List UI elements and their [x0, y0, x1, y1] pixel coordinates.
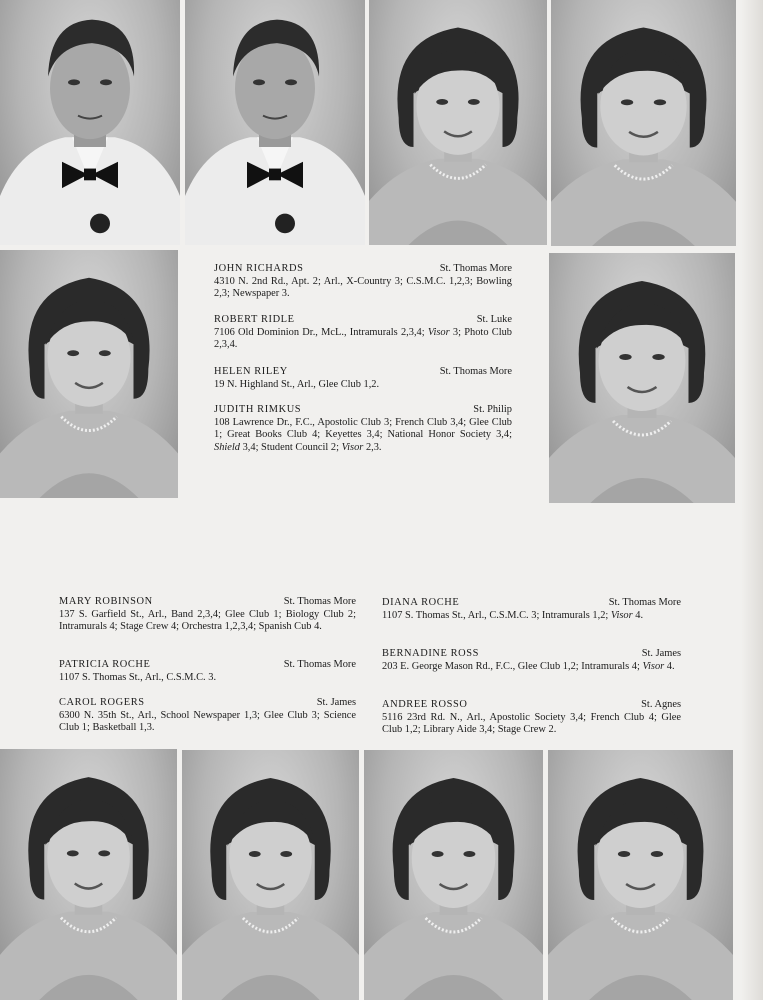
student-name: BERNADINE ROSS — [382, 648, 480, 659]
portrait-judith-rimkus-top — [551, 0, 736, 246]
entry-header — [59, 596, 356, 609]
portrait-illustration — [185, 0, 365, 245]
portrait-judith-rimkus — [0, 250, 178, 498]
parish-name: St. Philip — [473, 404, 512, 415]
parish-name: St. Thomas More — [439, 263, 512, 274]
activity-text: 1107 S. Thomas St., Arl., C.S.M.C. 3; Intramurals 1,2; — [382, 609, 611, 621]
activity-text: 4. — [632, 609, 644, 621]
portrait-illustration — [0, 0, 180, 245]
publication-title: Visor — [642, 660, 665, 672]
entry-header — [214, 263, 512, 276]
student-name: JOHN RICHARDS — [214, 263, 304, 274]
parish-name: St. Thomas More — [283, 659, 356, 670]
student-activities — [382, 712, 681, 737]
portrait-john-richards — [0, 0, 180, 245]
page-edge — [741, 0, 763, 1000]
student-activities — [382, 610, 681, 623]
student-name: CAROL ROGERS — [59, 697, 145, 708]
portrait-illustration — [364, 750, 543, 1000]
entry-robert-ridle — [214, 314, 512, 352]
student-activities — [214, 276, 512, 301]
entry-header — [214, 404, 512, 417]
portrait-mary-robinson — [0, 749, 177, 1000]
activity-text: 2,3. — [363, 441, 382, 453]
activity-text: 203 E. George Mason Rd., F.C., Glee Club 1,2; Intramurals 4; — [382, 660, 643, 672]
activity-text: 3; Photo Club 2,3,4. — [214, 326, 512, 351]
student-name: ROBERT RIDLE — [214, 314, 295, 325]
parish-name: St. Thomas More — [608, 597, 681, 608]
parish-name: St. Luke — [476, 314, 512, 325]
activity-text: 4310 N. 2nd Rd., Apt. 2; Arl., X-Country 3; C.S.M.C. 1,2,3; Bowling 2,3; Newspaper 3. — [214, 275, 512, 300]
parish-name: St. James — [641, 648, 681, 659]
student-activities — [214, 327, 512, 352]
portrait-illustration — [0, 749, 177, 1000]
portrait-illustration — [0, 250, 178, 498]
activity-text: 137 S. Garfield St., Arl., Band 2,3,4; Glee Club 1; Biology Club 2; Intramurals 4; Stage Crew 4; Orchestra 1,2,3,4; Spanish Cub 4. — [59, 608, 356, 633]
entry-header — [382, 699, 681, 712]
activity-text: 1107 S. Thomas St., Arl., C.S.M.C. 3. — [59, 671, 217, 683]
activity-text: 6300 N. 35th St., Arl., School Newspaper 1,3; Glee Club 3; Science Club 1; Basketball 1,3. — [59, 709, 356, 734]
publication-title: Visor — [341, 441, 364, 453]
portrait-carol-rogers — [364, 750, 543, 1000]
portrait-illustration — [549, 253, 735, 503]
portrait-diana-roche — [548, 750, 733, 1000]
entry-judith-rimkus — [214, 404, 512, 454]
student-name: JUDITH RIMKUS — [214, 404, 302, 415]
student-activities — [214, 379, 512, 392]
parish-name: St. Thomas More — [439, 366, 512, 377]
entry-helen-riley — [214, 366, 512, 391]
activity-text: 5116 23rd Rd. N., Arl., Apostolic Society 3,4; French Club 4; Glee Club 1,2; Library Aide 3,4; Stage Crew 2. — [382, 711, 681, 736]
portrait-illustration — [182, 750, 359, 1000]
activity-text: 4. — [664, 660, 675, 672]
student-activities — [59, 672, 356, 685]
publication-title: Visor — [610, 609, 633, 621]
publication-title: Visor — [427, 326, 450, 338]
portrait-illustration — [548, 750, 733, 1000]
student-name: MARY ROBINSON — [59, 596, 153, 607]
student-name: PATRICIA ROCHE — [59, 659, 151, 670]
portrait-illustration — [551, 0, 736, 246]
student-activities — [214, 417, 512, 455]
student-name: HELEN RILEY — [214, 366, 288, 377]
publication-title: Shield — [214, 441, 240, 453]
student-activities — [382, 661, 681, 674]
entry-john-richards — [214, 263, 512, 301]
entry-header — [214, 314, 512, 327]
portrait-helen-riley — [369, 0, 547, 245]
entry-header — [214, 366, 512, 379]
entry-patricia-roche — [59, 659, 356, 684]
entry-header — [59, 659, 356, 672]
portrait-patricia-roche — [182, 750, 359, 1000]
parish-name: St. Thomas More — [283, 596, 356, 607]
entry-andree-rosso — [382, 699, 681, 737]
parish-name: St. James — [316, 697, 356, 708]
entry-mary-robinson — [59, 596, 356, 634]
student-name: DIANA ROCHE — [382, 597, 460, 608]
entry-header — [382, 597, 681, 610]
parish-name: St. Agnes — [641, 699, 681, 710]
portrait-right-middle — [549, 253, 735, 503]
entry-bernadine-ross — [382, 648, 681, 673]
activity-text: 108 Lawrence Dr., F.C., Apostolic Club 3; French Club 3,4; Glee Club 1; Great Books Club 4; Keyettes 3,4; National Honor Society 3,4; — [214, 416, 512, 441]
student-name: ANDREE ROSSO — [382, 699, 468, 710]
portrait-illustration — [369, 0, 547, 245]
entry-header — [382, 648, 681, 661]
portrait-robert-ridle — [185, 0, 365, 245]
activity-text: 19 N. Highland St., Arl., Glee Club 1,2. — [214, 378, 380, 390]
entry-carol-rogers — [59, 697, 356, 735]
entry-header — [59, 697, 356, 710]
student-activities — [59, 710, 356, 735]
activity-text: 3,4; Student Council 2; — [239, 441, 342, 453]
entry-diana-roche — [382, 597, 681, 622]
student-activities — [59, 609, 356, 634]
activity-text: 7106 Old Dominion Dr., McL., Intramurals 2,3,4; — [214, 326, 428, 338]
